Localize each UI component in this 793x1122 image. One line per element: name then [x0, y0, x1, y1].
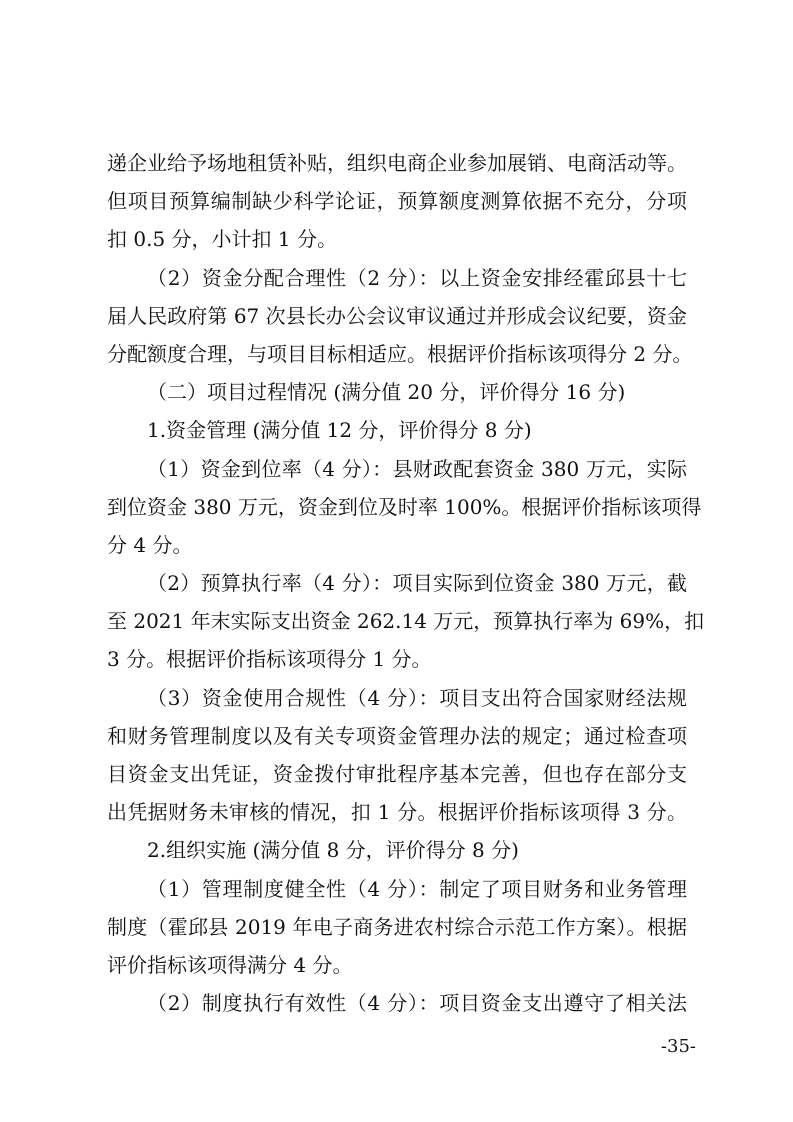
- text-line: （3）资金使用合规性（4 分）：项目支出符合国家财经法规: [147, 685, 687, 710]
- page-number: -35-: [660, 1036, 696, 1057]
- text-line: 3 分。根据评价指标该项得分 1 分。: [107, 647, 432, 672]
- text-line: （2）制度执行有效性（4 分）：项目资金支出遵守了相关法: [147, 991, 687, 1016]
- text-line: 分 4 分。: [107, 532, 193, 557]
- text-line: 至 2021 年末实际支出资金 262.14 万元，预算执行率为 69%，扣: [107, 609, 705, 634]
- text-line: （1）管理制度健全性（4 分）：制定了项目财务和业务管理: [147, 876, 687, 901]
- text-line: （二）项目过程情况 (满分值 20 分，评价得分 16 分): [147, 380, 626, 405]
- text-line: 目资金支出凭证，资金拨付审批程序基本完善，但也存在部分支: [107, 762, 687, 786]
- text-line: 制度（霍邱县 2019 年电子商务进农村综合示范工作方案）。根据: [107, 914, 687, 939]
- text-line: 递企业给予场地租赁补贴，组织电商企业参加展销、电商活动等。: [107, 151, 687, 175]
- text-line: 但项目预算编制缺少科学论证，预算额度测算依据不充分，分项: [107, 189, 687, 214]
- text-line: （2）预算执行率（4 分）：项目实际到位资金 380 万元，截: [147, 571, 687, 596]
- text-line: 1.资金管理 (满分值 12 分，评价得分 8 分): [147, 418, 532, 443]
- text-line: 出凭据财务未审核的情况，扣 1 分。根据评价指标该项得 3 分。: [107, 800, 687, 825]
- text-line: 分配额度合理，与项目目标相适应。根据评价指标该项得分 2 分。: [107, 341, 693, 366]
- text-line: （2）资金分配合理性（2 分）：以上资金安排经霍邱县十七: [147, 265, 687, 290]
- text-line: （1）资金到位率（4 分）：县财政配套资金 380 万元，实际: [147, 456, 687, 481]
- text-line: 到位资金 380 万元，资金到位及时率 100%。根据评价指标该项得: [107, 494, 702, 519]
- text-line: 2.组织实施 (满分值 8 分，评价得分 8 分): [147, 838, 519, 863]
- text-line: 评价指标该项得满分 4 分。: [107, 952, 353, 977]
- text-line: 和财务管理制度以及有关专项资金管理办法的规定；通过检查项: [107, 723, 687, 748]
- text-line: 扣 0.5 分，小计扣 1 分。: [107, 227, 337, 252]
- body-text: [107, 144, 705, 1022]
- text-line: 届人民政府第 67 次县长办公会议审议通过并形成会议纪要，资金: [107, 303, 687, 328]
